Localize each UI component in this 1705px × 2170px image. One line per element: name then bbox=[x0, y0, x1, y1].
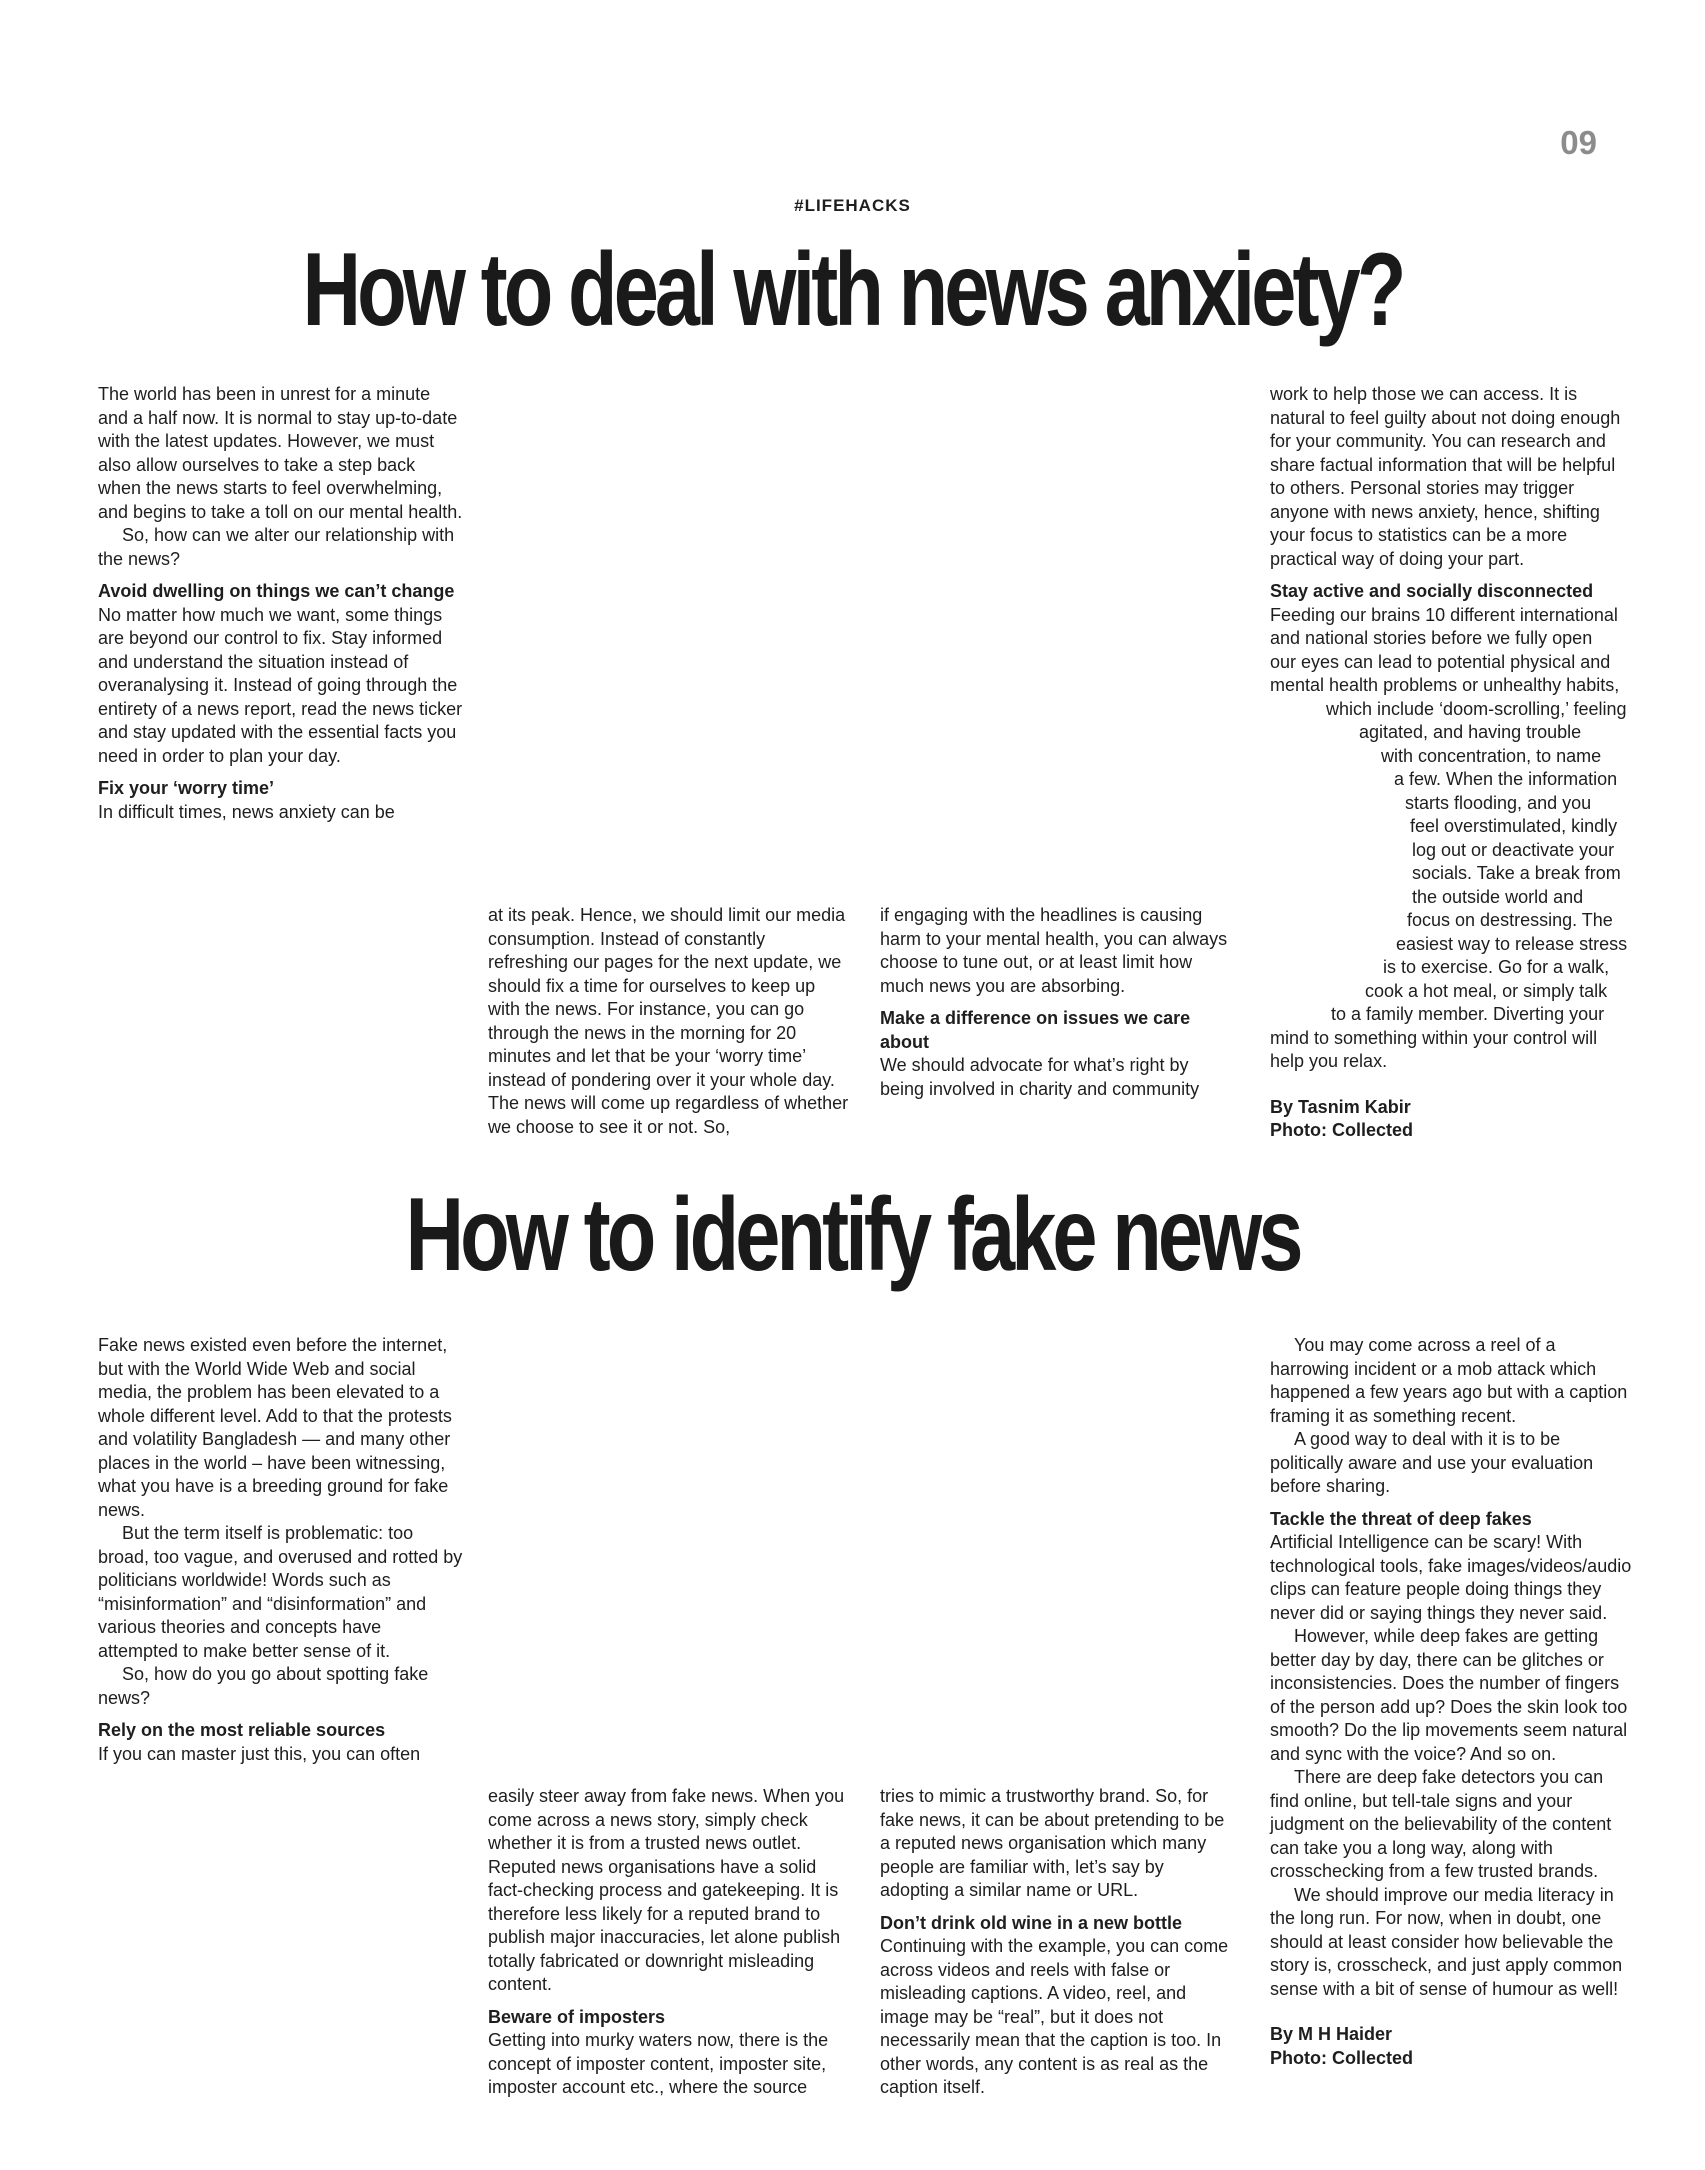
article2-paragraph: There are deep fake detectors you can find online, but tell-tale signs and your judgment on the believability of the content can take you a long way, along with crosschecking from a few trusted brands. bbox=[1270, 1767, 1612, 1881]
text-line: mental health problems or unhealthy habits, bbox=[1270, 675, 1620, 695]
article2-column-1 bbox=[98, 1334, 463, 1766]
text-line: a few. When the information bbox=[1394, 769, 1618, 789]
section-tag: #LIFEHACKS bbox=[794, 196, 911, 215]
text-line: which include ‘doom-scrolling,’ feeling bbox=[1326, 698, 1627, 719]
article1-wrapped-paragraph bbox=[1270, 604, 1635, 1074]
article2-paragraph: However, while deep fakes are getting better day by day, there can be glitches or inconsistencies. Does the number of fingers of the person add up? Does the skin look too smooth? Do the lip movements seem natural and sync with the voice? And so on. bbox=[1270, 1626, 1628, 1764]
article1-column-3 bbox=[880, 904, 1235, 1101]
article1-photo-credit: Photo: Collected bbox=[1270, 1120, 1413, 1140]
article1-paragraph: work to help those we can access. It is natural to feel guilty about not doing enough for your community. You can research and share factual information that will be helpful to others. Personal stories may trigger anyone with news anxiety, hence, shifting your focus to statistics can be a more practical way of doing your part. bbox=[1270, 384, 1621, 569]
article2-subheading: Don’t drink old wine in a new bottle bbox=[880, 1912, 1183, 1933]
article2-paragraph: A good way to deal with it is to be politically aware and use your evaluation before sharing. bbox=[1270, 1429, 1594, 1496]
text-line: with concentration, to name bbox=[1381, 745, 1602, 766]
article2-column-2 bbox=[488, 1785, 850, 2100]
text-line: easiest way to release stress bbox=[1396, 933, 1628, 954]
text-line: feel overstimulated, kindly bbox=[1410, 816, 1618, 836]
text-line: starts flooding, and you bbox=[1405, 792, 1592, 813]
text-line: is to exercise. Go for a walk, bbox=[1383, 957, 1610, 977]
text-line: agitated, and having trouble bbox=[1359, 722, 1582, 742]
article2-paragraph: If you can master just this, you can often bbox=[98, 1743, 421, 1764]
text-line: log out or deactivate your bbox=[1412, 839, 1615, 860]
article1-subheading: Stay active and socially disconnected bbox=[1270, 581, 1594, 601]
article1-column-1 bbox=[98, 383, 463, 824]
text-line: mind to something within your control will bbox=[1270, 1027, 1598, 1048]
text-line: socials. Take a break from bbox=[1412, 863, 1621, 883]
article1-column-2 bbox=[488, 904, 850, 1139]
article2-photo-credit: Photo: Collected bbox=[1270, 2047, 1413, 2068]
article1-paragraph: The world has been in unrest for a minute and a half now. It is normal to stay up-to-date with the latest updates. However, we must also allow ourselves to take a step back when the news starts to feel overwhelming, and begins to take a toll on our mental health. bbox=[98, 384, 463, 522]
article1-column-4 bbox=[1270, 383, 1635, 1143]
article2-subheading: Rely on the most reliable sources bbox=[98, 1720, 386, 1740]
text-line: cook a hot meal, or simply talk bbox=[1365, 980, 1608, 1001]
article1-paragraph: No matter how much we want, some things are beyond our control to fix. Stay informed and understand the situation instead of overanalysing it. Instead of going through the entirety of a news report, read the news ticker and stay updated with the essential facts you need in order to plan your day. bbox=[98, 604, 463, 766]
text-line: help you relax. bbox=[1270, 1051, 1388, 1071]
article2-paragraph: Continuing with the example, you can come across videos and reels with false or misleading captions. A video, reel, and image may be “real”, but it does not necessarily mean that the caption is too. In other words, any content is as real as the caption itself. bbox=[880, 1936, 1229, 2097]
article1-headline: How to deal with news anxiety? bbox=[302, 232, 1403, 348]
article2-paragraph: You may come across a reel of a harrowing incident or a mob attack which happened a few years ago but with a caption framing it as something recent. bbox=[1270, 1335, 1628, 1426]
article2-paragraph: But the term itself is problematic: too broad, too vague, and overused and rotted by politicians worldwide! Words such as “misinformation” and “disinformation” and various theories and concepts have attempted to make better sense of it. bbox=[98, 1523, 463, 1661]
text-line: and national stories before we fully open bbox=[1270, 628, 1593, 648]
article1-paragraph: In difficult times, news anxiety can be bbox=[98, 801, 395, 822]
page-number: 09 bbox=[1560, 124, 1597, 161]
article2-column-3 bbox=[880, 1785, 1235, 2100]
article1-subheading: Fix your ‘worry time’ bbox=[98, 778, 275, 798]
article1-paragraph: So, how can we alter our relationship with the news? bbox=[98, 525, 455, 569]
article2-headline: How to identify fake news bbox=[405, 1177, 1300, 1293]
article2-subheading: Beware of imposters bbox=[488, 2006, 666, 2027]
text-line: focus on destressing. The bbox=[1407, 910, 1613, 930]
text-line: our eyes can lead to potential physical and bbox=[1270, 651, 1611, 672]
article2-paragraph: easily steer away from fake news. When you come across a news story, simply check whether it is from a trusted news outlet. Reputed news organisations have a solid fact-checking process and gatekeeping. It is therefore less likely for a reputed brand to publish major inaccuracies, let alone publish totally fabricated or downright misleading content. bbox=[488, 1786, 845, 1994]
text-line: to a family member. Diverting your bbox=[1331, 1004, 1605, 1024]
article1-paragraph: if engaging with the headlines is causing harm to your mental health, you can always choose to tune out, or at least limit how much news you are absorbing. bbox=[880, 905, 1228, 996]
article1-paragraph: We should advocate for what’s right by being involved in charity and community bbox=[880, 1055, 1200, 1099]
article2-paragraph: Fake news existed even before the internet, but with the World Wide Web and social media, the problem has been elevated to a whole different level. Add to that the protests and volatility Bangladesh — and many other places in the world – have been witnessing, what you have is a breeding ground for fake news. bbox=[98, 1335, 452, 1520]
article2-paragraph: Artificial Intelligence can be scary! With technological tools, fake images/videos/audio clips can feature people doing things they never did or saying things they never said. bbox=[1270, 1532, 1632, 1623]
text-line: Feeding our brains 10 different international bbox=[1270, 604, 1618, 625]
article2-subheading: Tackle the threat of deep fakes bbox=[1270, 1508, 1532, 1529]
article1-subheading: Avoid dwelling on things we can’t change bbox=[98, 581, 455, 601]
article2-paragraph: Getting into murky waters now, there is the concept of imposter content, imposter site, imposter account etc., where the source bbox=[488, 2030, 829, 2097]
article2-paragraph: So, how do you go about spotting fake news? bbox=[98, 1664, 429, 1708]
text-line: the outside world and bbox=[1412, 886, 1584, 907]
article2-byline: By M H Haider bbox=[1270, 2024, 1393, 2044]
article2-column-4 bbox=[1270, 1334, 1635, 2070]
article1-subheading: Make a difference on issues we care about bbox=[880, 1008, 1191, 1052]
article2-paragraph: We should improve our media literacy in the long run. For now, when in doubt, one should at least consider how believable the story is, crosscheck, and just apply common sense with a bit of sense of humour as well! bbox=[1270, 1884, 1623, 1999]
article1-paragraph: at its peak. Hence, we should limit our media consumption. Instead of constantly refreshing our pages for the next update, we should fix a time for ourselves to keep up with the news. For instance, you can go through the news in the morning for 20 minutes and let that be your ‘worry time’ instead of pondering over it your whole day. The news will come up regardless of whether we choose to see it or not. So, bbox=[488, 905, 849, 1137]
article1-byline: By Tasnim Kabir bbox=[1270, 1096, 1411, 1117]
article2-paragraph: tries to mimic a trustworthy brand. So, for fake news, it can be about pretending to be a reputed news organisation which many people are familiar with, let’s say by adopting a similar name or URL. bbox=[880, 1786, 1225, 1900]
